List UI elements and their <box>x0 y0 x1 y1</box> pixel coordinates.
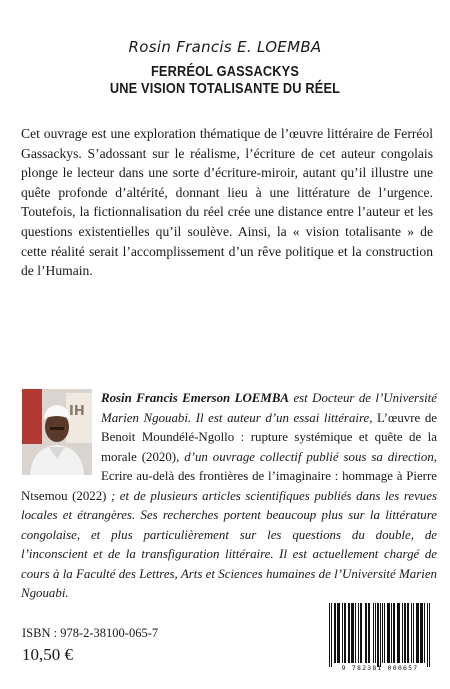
barcode-bar <box>378 603 379 667</box>
barcode-bar <box>360 603 361 663</box>
book-title <box>27 64 423 98</box>
barcode-bar <box>407 603 408 663</box>
barcode-bar <box>387 603 388 663</box>
barcode-bar <box>355 603 356 663</box>
bio-text-3: ; et de plusieurs articles scientifiques publiés dans les revues locales et étrangères. Ses recherches portent beaucoup plus sur la littérature congolaise, et plus particulièrement sur les questions du double, de l’inconscient et de la transfiguration littéraire. Il est actuellement chargé de cours à la Faculté des Lettres, Arts et Sciences humaines de l’Université Marien Ngouabi. <box>21 488 437 600</box>
barcode <box>323 599 435 673</box>
barcode-bar <box>339 603 340 663</box>
barcode-bar <box>338 603 339 663</box>
barcode-bar <box>402 603 403 663</box>
barcode-bar <box>411 603 412 663</box>
barcode-bar <box>405 603 406 663</box>
barcode-bar <box>417 603 418 663</box>
barcode-bar <box>365 603 366 663</box>
barcode-bar <box>344 603 345 663</box>
barcode-bar <box>369 603 370 663</box>
book-summary: Cet ouvrage est une exploration thématique de l’œuvre littéraire de Ferréol Gassackys. S’adossant sur le réalisme, l’écriture de cet auteur congolais plonge le lecteur dans une sorte d’écriture-miroir, autant qu’il illustre une quête profonde d’altérité, donnant lieu à une littérature de l’urgence. Toutefois, la fictionnalisation du réel crée une distance entre l’auteur et les questions existentielles qu’il soulève. Ainsi, la « vision totalisante » de cette réalité serait l’accomplissement d’un rêve politique et la construction de l’Humain. <box>21 126 433 279</box>
barcode-bar <box>352 603 353 663</box>
barcode-bar <box>345 603 346 663</box>
title-line-2: UNE VISION TOTALISANTE DU RÉEL <box>109 81 341 97</box>
bio-work-1: L’œuvre de Benoit Moundélé-Ngollo : rupture systémique et quête de la morale (2020) <box>101 410 437 464</box>
barcode-bar <box>335 603 336 663</box>
barcode-digits: 9 782381 000657 <box>341 664 419 672</box>
bio-work-2: Ecrire au-delà des frontières de l’imaginaire : hommage à Pierre Ntsemou (2022) <box>21 469 437 503</box>
barcode-bar <box>361 603 362 663</box>
barcode-bar <box>331 603 332 667</box>
barcode-bar <box>394 603 395 663</box>
barcode-bar <box>424 603 425 663</box>
barcode-bar <box>421 603 422 663</box>
barcode-bar <box>329 603 330 667</box>
barcode-bar <box>351 603 352 663</box>
barcode-bar <box>375 603 376 663</box>
barcode-bar <box>422 603 423 663</box>
barcode-bar <box>348 603 349 663</box>
barcode-bar <box>404 603 405 663</box>
barcode-bar <box>382 603 383 663</box>
barcode-bar <box>391 603 392 663</box>
barcode-bar <box>342 603 343 663</box>
barcode-bar <box>349 603 350 663</box>
isbn: ISBN : 978-2-38100-065-7 <box>22 626 159 640</box>
bio-name: Rosin Francis Emerson LOEMBA <box>101 391 290 405</box>
barcode-bar <box>397 603 398 663</box>
title-line-1: FERRÉOL GASSACKYS <box>150 64 300 80</box>
barcode-bar <box>337 603 338 663</box>
barcode-bar <box>408 603 409 663</box>
barcode-bar <box>366 603 367 663</box>
photo-spacer <box>21 389 101 483</box>
barcode-bar <box>377 603 378 667</box>
barcode-bar <box>373 603 374 663</box>
barcode-bar <box>418 603 419 663</box>
barcode-bar <box>334 603 335 663</box>
bio-text-2: , d’un ouvrage collectif publié sous sa direction, <box>176 449 437 464</box>
barcode-bar <box>389 603 390 663</box>
barcode-bar <box>427 603 428 667</box>
barcode-bar <box>393 603 394 663</box>
barcode-bar <box>420 603 421 663</box>
bio-text-1: est Docteur de l’Université Marien Ngouabi. Il est auteur d’un essai littéraire, <box>101 391 437 425</box>
barcode-bar <box>384 603 385 663</box>
barcode-bar <box>380 603 381 667</box>
barcode-bar <box>429 603 430 667</box>
barcode-bar <box>413 603 414 663</box>
barcode-bar <box>399 603 400 663</box>
author-bio <box>21 389 437 604</box>
author-name: Rosin Francis E. LOEMBA <box>128 38 322 56</box>
barcode-bar <box>368 603 369 663</box>
barcode-bar <box>388 603 389 663</box>
barcode-bar <box>353 603 354 663</box>
barcode-bar <box>358 603 359 663</box>
svg-text:IH: IH <box>69 404 85 419</box>
price: 10,50 € <box>22 645 73 664</box>
barcode-bar <box>398 603 399 663</box>
barcode-bar <box>416 603 417 663</box>
